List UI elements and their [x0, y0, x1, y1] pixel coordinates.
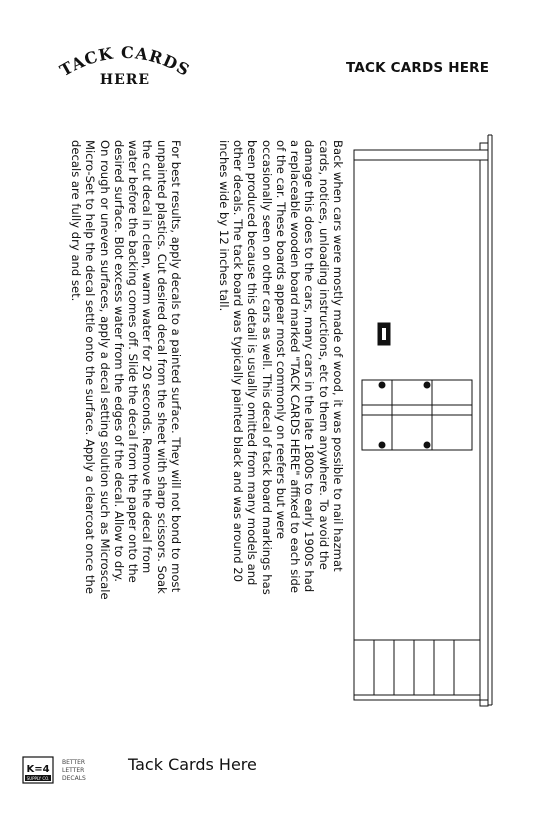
tagline-line3: DECALS	[62, 775, 86, 782]
logo-sub: SUPPLY CO.	[26, 776, 50, 781]
tagline-line1: BETTER	[62, 759, 86, 766]
page-heading: TACK CARDS HERE	[346, 60, 490, 76]
car-side-drawing	[352, 125, 502, 715]
arched-logo-line2: HERE	[99, 72, 151, 88]
tack-cards-arched-logo	[50, 40, 200, 100]
footer-title: Tack Cards Here	[128, 755, 257, 774]
history-paragraph: Back when cars were mostly made of wood, it was possible to nail hazmat cards, notices, unloading instructions, etc to them anywhere. To avoid the damage this does to the cars, many cars in the late 1800s to early 1900s had a replaceable wooden board marked "TACK CARDS HERE" affixed to each side of the car. These boards appear most commonly on reefers but were occasionally seen on other cars as well. This decal of tack board markings has been produced because this detail is usually omitted from many models and other decals. The tack board was typically painted black and was around 20 inches wide by 12 inches tall.	[216, 140, 345, 595]
logo-mark: K=4	[26, 764, 50, 775]
tagline-line2: LETTER	[62, 767, 85, 774]
instructions-paragraph: For best results, apply decals to a painted surface. They will not bond to most unpainted plastics. Cut desired decal from the sheet with sharp scissors. Soak the cut decal in clean, warm water for 20 seconds. Remove the decal from water before the backing comes off. Slide the decal from the paper onto the desired surface. Blot excess water from the edges of the decal. Allow to dry. On rough or uneven surfaces, apply a decal setting solution such as Microscale Micro-Set to help the decal settle onto the surface. Apply a clearcoat once the decals are fully dry and set.	[68, 140, 183, 600]
arched-logo-line1: TACK CARDS	[56, 42, 194, 81]
better-letter-decals-logo	[22, 755, 114, 785]
